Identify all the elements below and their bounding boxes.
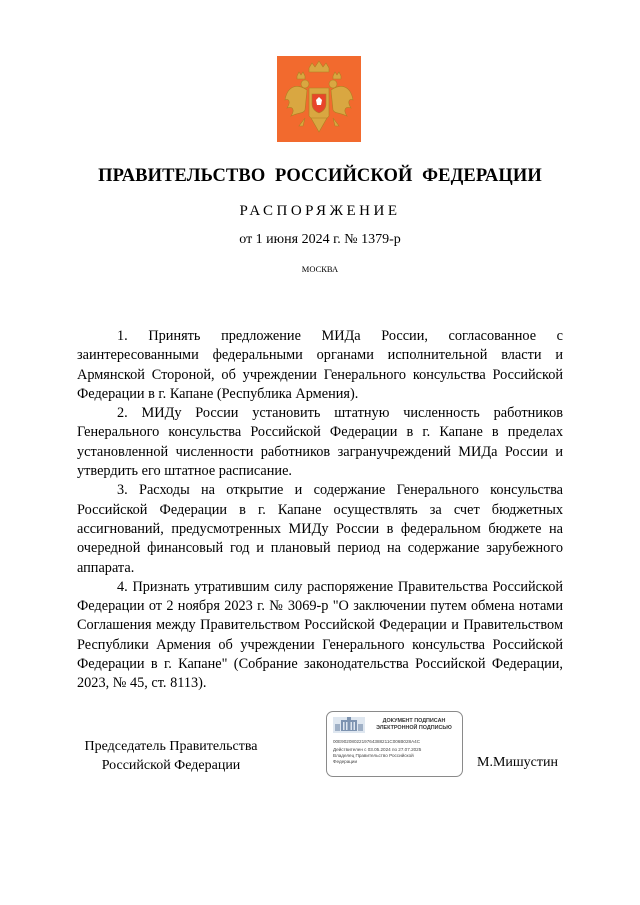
paragraph-1: 1. Принять предложение МИДа России, согласованное с заинтересованными федеральными органами исполнительной власти и Армянской Стороной, об учреждении Генерального консульства Российской Федерации в г. Капане (Республика Армения). — [77, 328, 563, 402]
signatory-position-line2: Российской Федерации — [101, 758, 241, 773]
stamp-serial: 00E9020802219764388211C006B028A4C — [333, 739, 421, 744]
stamp-owner-line2: Федерации — [333, 759, 358, 764]
coat-of-arms-icon — [277, 56, 361, 142]
signatory-position-line1: Председатель Правительства — [84, 739, 258, 754]
electronic-signature-stamp — [326, 711, 463, 777]
document-city: МОСКВА — [301, 264, 339, 274]
paragraph-2: 2. МИДу России установить штатную численность работников Генерального консульства Российской Федерации в г. Капане в пределах установленной численности работников загранучреждений МИДа России и утвердить его штатное расписание. — [77, 405, 563, 480]
stamp-validity: Действителен с 03.05.2024 по 27.07.2025 — [333, 747, 422, 752]
paragraph-4: 4. Признать утратившим силу распоряжение Правительства Российской Федерации от 2 ноября 2023 г. № 3069-р "О заключении путем обмена нотами Соглашения между Правительством Российской Федерации и Правительством Республики Армения об учреждении Генерального консульства Российской Федерации в г. Капане" (Собрание законодательства Российской Федерации, 2023, № 45, ст. 8113). — [77, 578, 563, 692]
stamp-owner-line1: Владелец Правительство Российской — [333, 753, 414, 758]
paragraph-3: 3. Расходы на открытие и содержание Генерального консульства Российской Федерации в г. Капане осуществлять за счет бюджетных ассигнований, предусмотренных МИДу России в федеральном бюджете на очередной финансовый год и плановый период на содержание зарубежного аппарата. — [77, 482, 563, 576]
stamp-title: ДОКУМЕНТ ПОДПИСАН ЭЛЕКТРОННОЙ ПОДПИСЬЮ — [376, 718, 452, 731]
signatory-position — [70, 737, 272, 775]
document-date-number: от 1 июня 2024 г. № 1379-р — [239, 232, 401, 247]
document-type: РАСПОРЯЖЕНИЕ — [239, 203, 401, 219]
document-body — [77, 327, 563, 694]
government-title: ПРАВИТЕЛЬСТВО РОССИЙСКОЙ ФЕДЕРАЦИИ — [98, 166, 542, 186]
signatory-name: М.Мишустин — [477, 755, 558, 770]
government-building-icon — [333, 717, 365, 733]
